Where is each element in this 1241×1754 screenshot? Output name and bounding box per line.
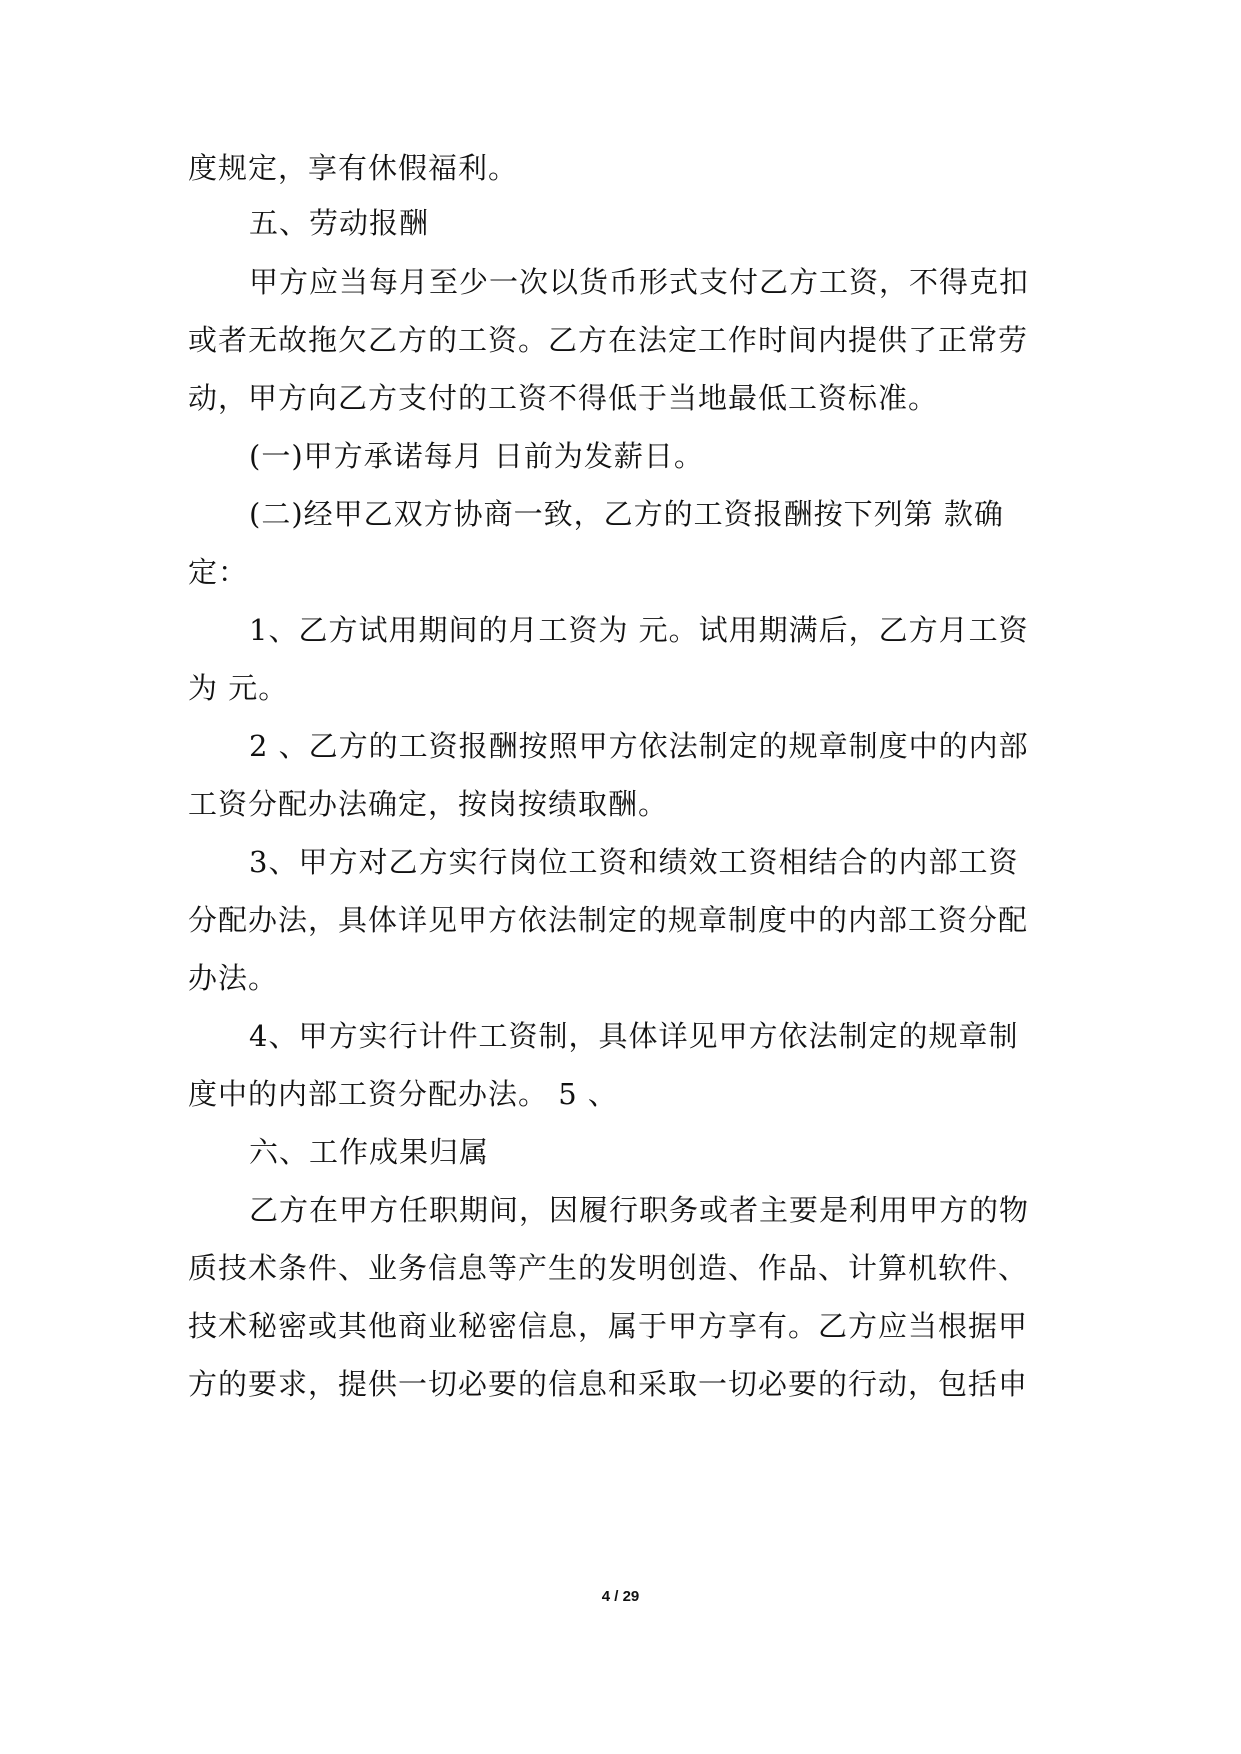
text-line: 工资分配办法确定，按岗按绩取酬。 — [188, 787, 669, 821]
section-heading: 六、工作成果归属 — [249, 1135, 490, 1169]
text-line: 方的要求，提供一切必要的信息和采取一切必要的行动，包括申 — [188, 1367, 1029, 1401]
text-line: 为 元。 — [188, 671, 289, 705]
text-line: 甲方应当每月至少一次以货币形式支付乙方工资，不得克扣 — [249, 265, 1030, 299]
text-line: 4、甲方实行计件工资制，具体详见甲方依法制定的规章制 — [249, 1019, 1019, 1053]
text-line: 1、乙方试用期间的月工资为 元。试用期满后，乙方月工资 — [249, 613, 1029, 647]
text-line: 分配办法，具体详见甲方依法制定的规章制度中的内部工资分配 — [188, 903, 1029, 937]
text-line: 或者无故拖欠乙方的工资。乙方在法定工作时间内提供了正常劳 — [188, 323, 1029, 357]
text-line: 度中的内部工资分配办法。 5 、 — [188, 1077, 618, 1111]
text-line: 定： — [188, 555, 249, 589]
text-line: 动，甲方向乙方支付的工资不得低于当地最低工资标准。 — [188, 381, 939, 415]
text-line: (一)甲方承诺每月 日前为发薪日。 — [249, 439, 704, 473]
text-line: 技术秘密或其他商业秘密信息，属于甲方享有。乙方应当根据甲 — [188, 1309, 1029, 1343]
text-line: 办法。 — [188, 961, 279, 995]
text-line: (二)经甲乙双方协商一致，乙方的工资报酬按下列第 款确 — [249, 497, 1004, 531]
text-line: 度规定，享有休假福利。 — [188, 151, 519, 185]
text-line: 2 、乙方的工资报酬按照甲方依法制定的规章制度中的内部 — [249, 729, 1029, 763]
text-line: 3、甲方对乙方实行岗位工资和绩效工资相结合的内部工资 — [249, 845, 1019, 879]
text-line: 乙方在甲方任职期间，因履行职务或者主要是利用甲方的物 — [249, 1193, 1030, 1227]
page-number: 4 / 29 — [601, 1588, 640, 1605]
text-line: 质技术条件、业务信息等产生的发明创造、作品、计算机软件、 — [188, 1251, 1029, 1285]
section-heading: 五、劳动报酬 — [249, 206, 430, 240]
